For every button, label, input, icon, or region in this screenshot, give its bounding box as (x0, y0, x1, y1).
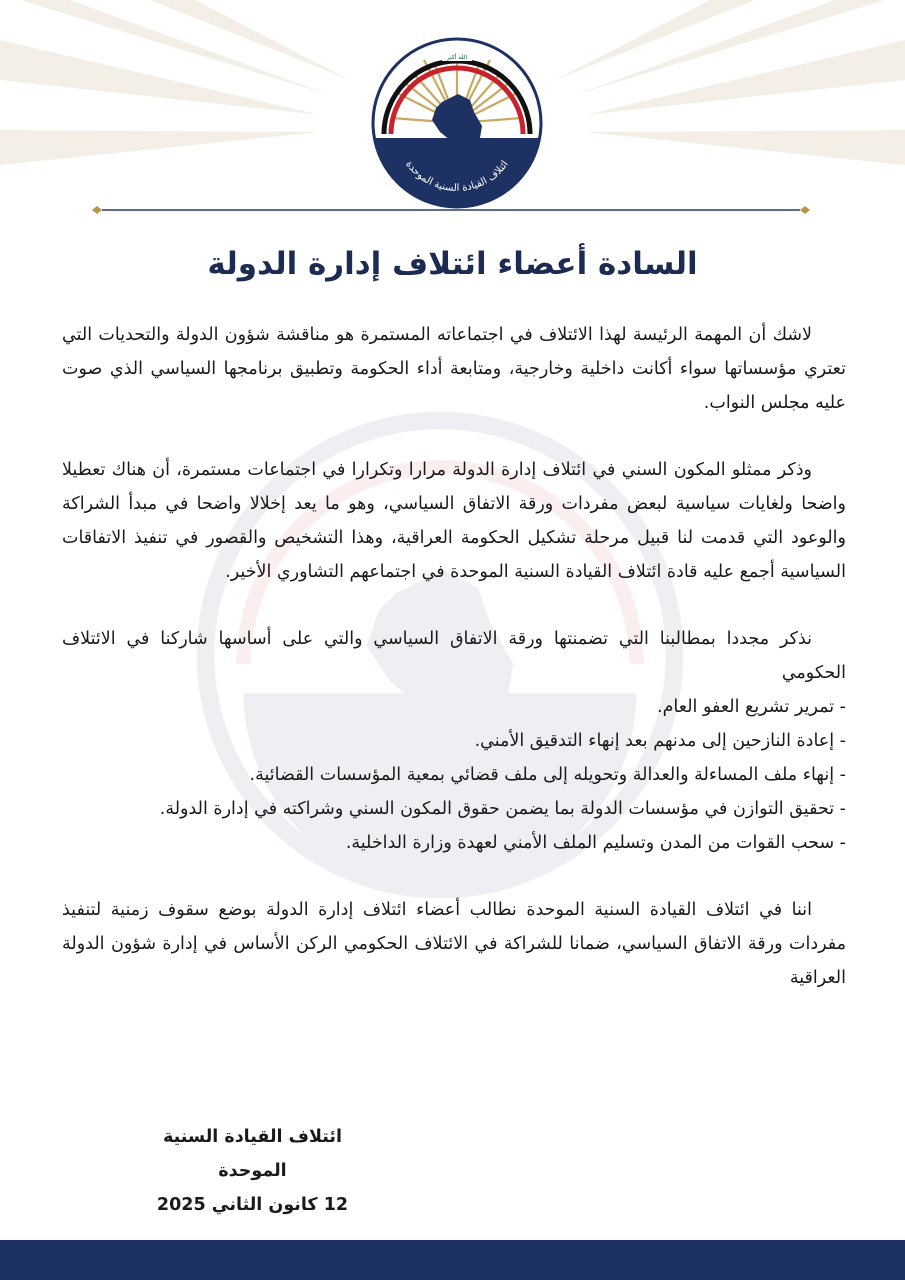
paragraph-grievance: وذكر ممثلو المكون السني في ائتلاف إدارة الدولة مرارا وتكرارا في اجتماعات مستمرة، أن هناك تعطيلا واضحا ولغايات سياسية لبعض مفردات ورقة الاتفاق السياسي، وهو ما يعد إخلالا واضحا في مبدأ الشراكة والوعود التي قدمت لنا قبيل مرحلة تشكيل الحكومة العراقية، وهذا التشخيص والقصور في تنفيذ الاتفاقات السياسية أجمع عليه قادة ائتلاف القيادة السنية الموحدة في اجتماعهم التشاوري الأخير. (62, 460, 846, 582)
signature-date: 12 كانون الثاني 2025 (156, 1195, 349, 1215)
flag-emblem-text: الله أكبر (446, 54, 468, 61)
footer-bar (0, 1240, 905, 1280)
coalition-logo (370, 36, 544, 210)
signature-organization: ائتلاف القيادة السنية الموحدة (163, 1127, 342, 1181)
demand-item: - تمرير تشريع العفو العام. (62, 690, 846, 724)
signature-block (130, 1120, 375, 1222)
demand-item: - إعادة النازحين إلى مدنهم بعد إنهاء التدقيق الأمني. (62, 724, 846, 758)
header-divider (92, 206, 810, 214)
demand-item: - سحب القوات من المدن وتسليم الملف الأمني لعهدة وزارة الداخلية. (62, 826, 846, 860)
demand-item: - إنهاء ملف المساءلة والعدالة وتحويله إلى ملف قضائي بمعية المؤسسات القضائية. (62, 758, 846, 792)
demands-list (62, 690, 846, 860)
paragraph-intro: لاشك أن المهمة الرئيسة لهذا الائتلاف في اجتماعاته المستمرة هو مناقشة شؤون الدولة والتحديات التي تعتري مؤسساتها سواء أكانت داخلية وخارجية، ومتابعة أداء الحكومة وتطبيق برنامجها السياسي الذي صوت عليه مجلس النواب. (62, 325, 846, 413)
letter-body (62, 318, 846, 995)
logo-ring-text: ائتلاف القيادة السنية الموحدة (403, 158, 511, 194)
demand-item: - تحقيق التوازن في مؤسسات الدولة بما يضمن حقوق المكون السني وشراكته في إدارة الدولة. (62, 792, 846, 826)
paragraph-closing: اننا في ائتلاف القيادة السنية الموحدة نطالب أعضاء ائتلاف إدارة الدولة بوضع سقوف زمنية لتنفيذ مفردات ورقة الاتفاق السياسي، ضمانا للشراكة في الائتلاف الحكومي الركن الأساس في إدارة شؤون الدولة العراقية (62, 900, 846, 988)
letter-title: السادة أعضاء ائتلاف إدارة الدولة (207, 246, 698, 282)
paragraph-demands-intro: نذكر مجددا بمطالبنا التي تضمنتها ورقة الاتفاق السياسي والتي على أساسها شاركنا في الائتلاف الحكومي (62, 629, 846, 683)
